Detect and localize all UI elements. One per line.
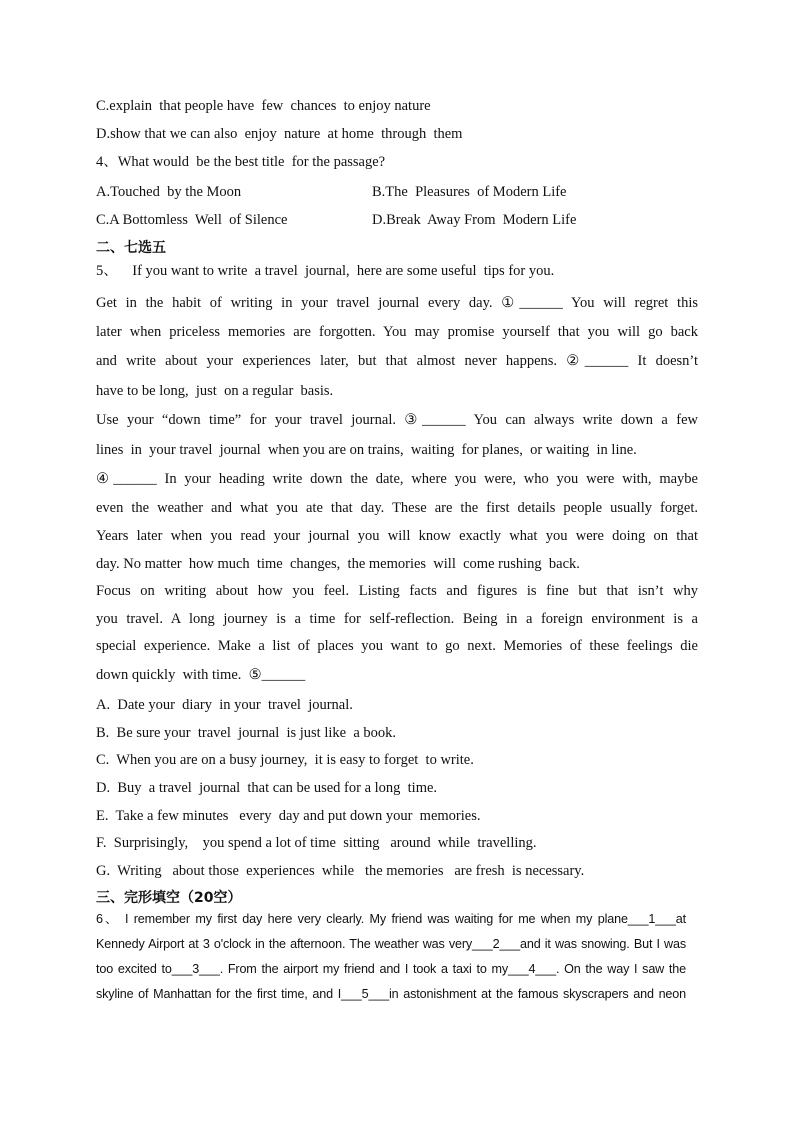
passage-line: Years later when you read your journal you will know exactly what you were doing on that: [96, 528, 698, 544]
passage-line: down quickly with time. ⑤______: [96, 667, 306, 683]
cloze-line: Kennedy Airport at 3 o'clock in the afternoon. The weather was very___2___and it was snowing. But I was: [96, 937, 686, 951]
option-c: C. When you are on a busy journey, it is easy to forget to write.: [96, 752, 474, 768]
passage-line: day. No matter how much time changes, the memories will come rushing back.: [96, 556, 580, 572]
passage-line: special experience. Make a list of places you want to go next. Memories of these feelings die: [96, 638, 698, 654]
passage-line: Get in the habit of writing in your travel journal every day. ①______ You will regret this: [96, 295, 698, 311]
section-2-heading: 二、七选五: [96, 240, 166, 256]
q4-option-d: D.Break Away From Modern Life: [372, 212, 577, 228]
passage-line: lines in your travel journal when you are on trains, waiting for planes, or waiting in line.: [96, 442, 637, 458]
cloze-line: 6、 I remember my first day here very clearly. My friend was waiting for me when my plane___1___at: [96, 912, 686, 926]
section-3-heading: 三、完形填空（20空）: [96, 890, 242, 906]
passage-line: ④______ In your heading write down the date, where you were, who you were with, maybe: [96, 471, 698, 487]
option-a: A. Date your diary in your travel journal.: [96, 697, 353, 713]
option-f: F. Surprisingly, you spend a lot of time sitting around while travelling.: [96, 835, 537, 851]
q3-option-d: D.show that we can also enjoy nature at home through them: [96, 126, 463, 142]
passage-line: Focus on writing about how you feel. Listing facts and figures is fine but that isn’t why: [96, 583, 698, 599]
option-b: B. Be sure your travel journal is just like a book.: [96, 725, 397, 741]
cloze-line: too excited to___3___. From the airport my friend and I took a taxi to my___4___. On the way I saw the: [96, 962, 686, 976]
passage-line: even the weather and what you ate that day. These are the first details people usually forget.: [96, 500, 698, 516]
option-d: D. Buy a travel journal that can be used for a long time.: [96, 780, 438, 796]
q4-stem: 4、What would be the best title for the passage?: [96, 154, 386, 170]
q5-intro: 5、 If you want to write a travel journal, here are some useful tips for you.: [96, 263, 555, 279]
passage-line: later when priceless memories are forgotten. You may promise yourself that you will go back: [96, 324, 698, 340]
option-e: E. Take a few minutes every day and put down your memories.: [96, 808, 481, 824]
option-g: G. Writing about those experiences while the memories are fresh is necessary.: [96, 863, 585, 879]
q4-option-b: B.The Pleasures of Modern Life: [372, 184, 567, 200]
passage-line: and write about your experiences later, but that almost never happens. ②______ It doesn’t: [96, 353, 698, 369]
cloze-line: skyline of Manhattan for the first time, and I___5___in astonishment at the famous skyscrapers and neon: [96, 987, 686, 1001]
q4-option-c: C.A Bottomless Well of Silence: [96, 212, 288, 228]
q4-option-a: A.Touched by the Moon: [96, 184, 242, 200]
q3-option-c: C.explain that people have few chances to enjoy nature: [96, 98, 431, 114]
passage-line: you travel. A long journey is a time for self-reflection. Being in a foreign environment is a: [96, 611, 698, 627]
passage-line: Use your “down time” for your travel journal. ③______ You can always write down a few: [96, 412, 698, 428]
passage-line: have to be long, just on a regular basis.: [96, 383, 334, 399]
